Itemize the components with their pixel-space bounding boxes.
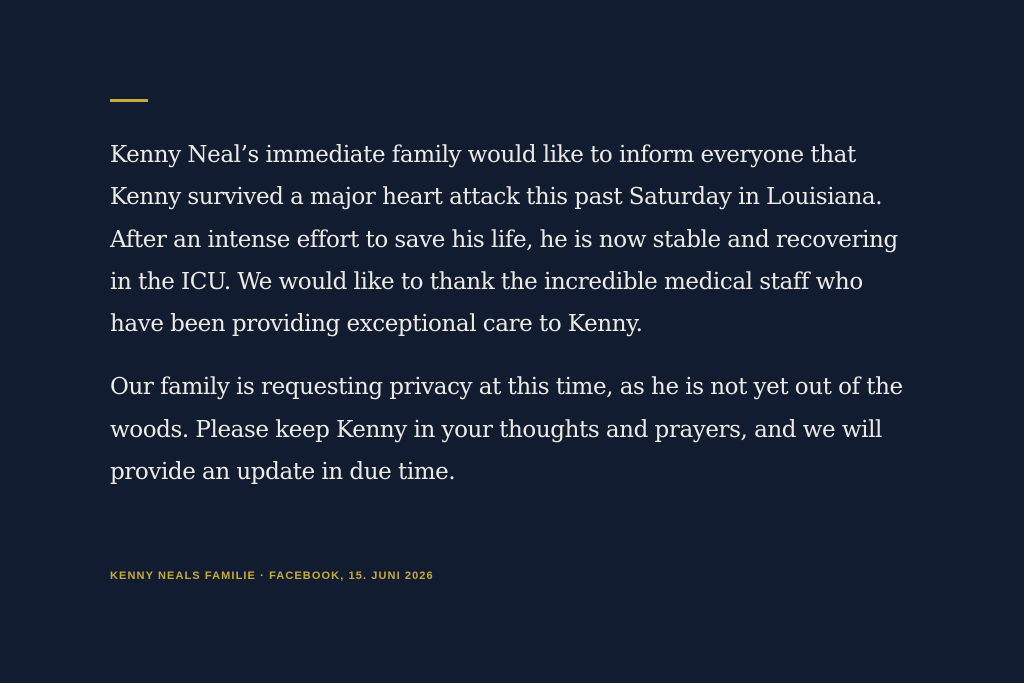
family-statement-quote (110, 134, 910, 493)
quote-attribution: KENNY NEALS FAMILIE · FACEBOOK, 15. JUNI 2026 (110, 570, 434, 582)
accent-rule (110, 99, 148, 102)
quote-paragraph-2: Our family is requesting privacy at this time, as he is not yet out of the woods. Please keep Kenny in your thoughts and prayers, and we will provide an update in due time. (110, 374, 903, 486)
quote-paragraph-1: Kenny Neal’s immediate family would like to inform everyone that Kenny survived a major heart attack this past Saturday in Louisiana. After an intense effort to save his life, he is now stable and recovering in the ICU. We would like to thank the incredible medical staff who have been providing exceptional care to Kenny. (110, 142, 898, 338)
